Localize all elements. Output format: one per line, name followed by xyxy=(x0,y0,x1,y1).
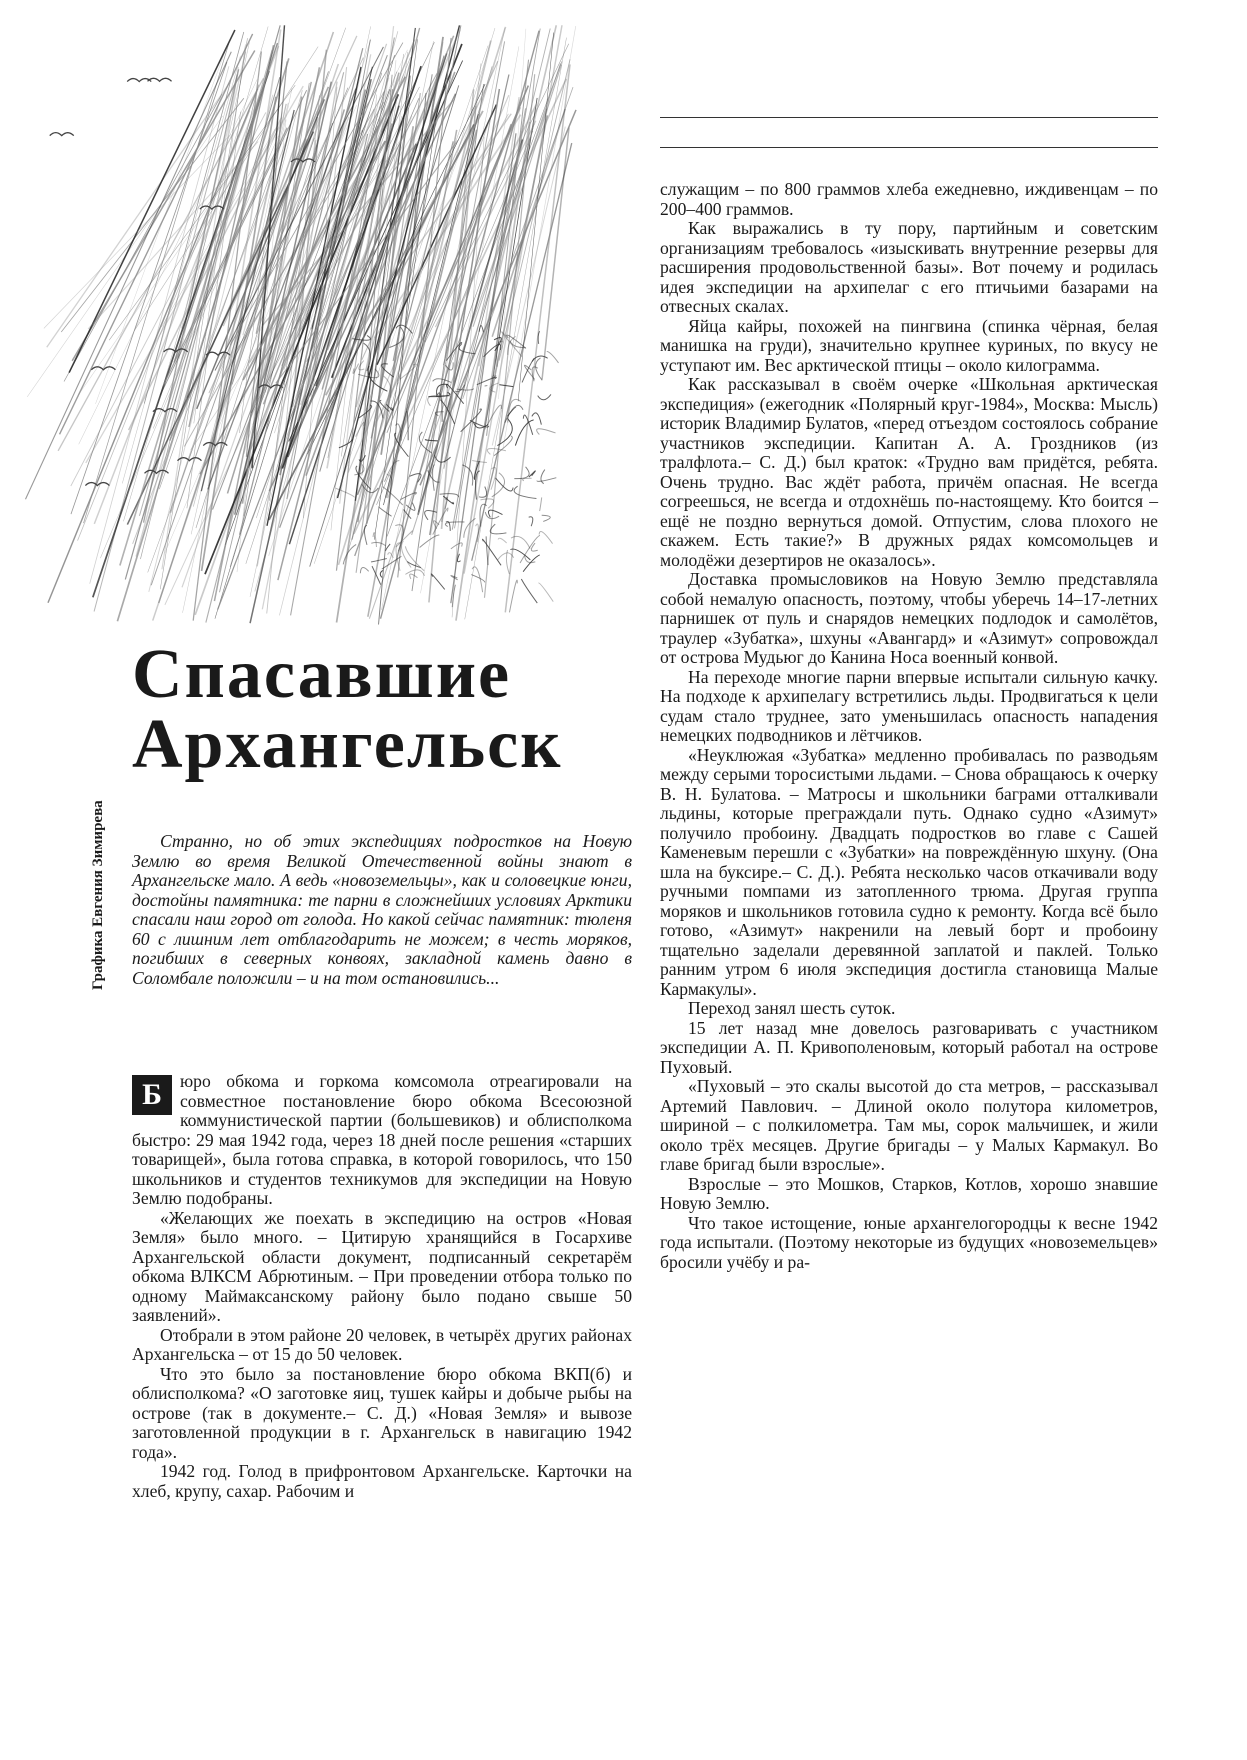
paragraph: служащим – по 800 граммов хлеба ежедневно, иждивенцам – по 200–400 граммов. xyxy=(660,179,1158,219)
sketch-stroke xyxy=(523,478,532,481)
sketch-stroke xyxy=(440,494,459,498)
divider-rule xyxy=(660,147,1158,148)
paragraph: Переход занял шесть суток. xyxy=(688,998,896,1018)
paragraph: Взрослые – это Мошков, Старков, Котлов, хорошо знавшие Новую Землю. xyxy=(660,1173,1158,1213)
sketch-stroke xyxy=(78,140,254,395)
sketch-stroke xyxy=(529,517,533,526)
sketch-stroke xyxy=(144,69,239,522)
title-line-1: Спасавшие xyxy=(132,636,512,713)
left-column xyxy=(132,1072,632,1501)
paragraph: «Желающих же поехать в экспедицию на остров «Новая Земля» было много. – Цитирую хранящийся в Госархиве Архангельской области документ, подписанный секретарём обкома ВЛКСМ Абрютиным. – При проведении отбора только по одному Маймаксанскому району было подано свыше 50 заявлений». xyxy=(132,1207,632,1325)
sketch-stroke xyxy=(542,128,569,380)
sketch-stroke xyxy=(364,525,367,544)
illustration-credit: Графика Евгения Зимирева xyxy=(90,800,106,990)
sketch-stroke xyxy=(514,486,536,498)
sketch-stroke xyxy=(529,471,535,477)
first-paragraph xyxy=(132,1072,632,1209)
sketch-illustration xyxy=(20,25,590,625)
sketch-stroke xyxy=(492,473,505,497)
divider-rule xyxy=(660,117,1158,118)
sketch-stroke xyxy=(547,352,559,363)
sketch-stroke xyxy=(405,546,424,570)
drop-cap: Б xyxy=(132,1075,172,1115)
paragraph: Как выражались в ту пору, партийным и советским организациям требовалось «изыскивать внутренние резервы для расширения продовольственной базы». Вот почему и родилась идея экспедиции на архипелаг с его птичьими базарами на отвесных скалах. xyxy=(660,218,1158,316)
paragraph: На переходе многие парни впервые испытали сильную качку. На подходе к архипелагу встретились льды. Продвигаться к цели судам стало труднее, зато уменьшилась опасность нападения немецких подводников и лётчиков. xyxy=(660,666,1158,745)
sketch-stroke xyxy=(64,94,222,381)
sketch-stroke xyxy=(443,496,453,504)
sketch-stroke xyxy=(371,542,385,545)
sketch-stroke xyxy=(479,326,483,333)
paragraph: Что такое истощение, юные архангелогородцы к весне 1942 года испытали. (Поэтому некоторые из будущих «новоземельцев» бросили учёбу и ра- xyxy=(660,1212,1158,1272)
sketch-stroke xyxy=(373,533,376,547)
paragraph: Доставка промысловиков на Новую Землю представляла собой немалую опасность, поэтому, чтобы уберечь 14–17-летних парнишек от пуль и снарядов немецких подлодок и самолётов, траулер «Зубатка», шхуны «Авангард» и «Азимут» сопровождал от острова Мудьюг до Канина Носа военный конвой. xyxy=(660,569,1158,667)
sketch-stroke xyxy=(537,429,556,435)
sketch-stroke xyxy=(433,464,435,490)
sketch-stroke xyxy=(486,536,488,565)
sketch-stroke xyxy=(542,515,551,521)
paragraph: «Неуклюжая «Зубатка» медленно пробивалась по разводьям между серыми торосистыми льдами. – Снова обращаюсь к очерку В. Н. Булатова. – Матросы и школьники баграми отталкивали льдины, которые преграждали путь. Однако судно «Азимут» получило пробоину. Двадцать подростков во главе с Сашей Каменевым перешли с «Зубатки» на повреждённую шхуну. (Она шла на буксире.– С. Д.). Ребята несколько часов откачивали воду ручными помпами из затопленного трюма. Другая группа моряков и школьников готовила судно к ремонту. Когда всё было готово, «Азимут» накренили на левый борт и пробоину тщательно заделали деревянной заплатой и паклей. Только ранним утром 6 июля экспедиция достигла становища Малые Кармакулы». xyxy=(660,744,1158,999)
sketch-stroke xyxy=(379,507,392,516)
sketch-stroke xyxy=(521,579,537,603)
sketch-stroke xyxy=(490,524,506,534)
sketch-stroke xyxy=(532,413,542,425)
sketch-stroke xyxy=(420,535,440,547)
sketch-stroke xyxy=(100,136,278,558)
right-column xyxy=(660,180,1158,1272)
paragraph: Отобрали в этом районе 20 человек, в четырёх других районах Архангельска – от 15 до 50 человек. xyxy=(132,1324,632,1364)
title-line-2: Архангельск xyxy=(132,706,563,783)
paragraph: Что это было за постановление бюро обкома ВКП(б) и облисполкома? «О заготовке яиц, тушек кайры и добыче рыбы на острове (так в документе.– С. Д.) «Новая Земля» и вывозе заготовленной продукции в г. Архангельск в навигацию 1942 года». xyxy=(132,1363,632,1462)
sketch-stroke xyxy=(515,420,533,446)
sketch-stroke xyxy=(509,580,517,612)
sketch-stroke xyxy=(479,487,487,498)
bird-sketch xyxy=(153,409,177,412)
paragraph: «Пуховый – это скалы высотой до ста метров, – рассказывал Артемий Павлович. – Длиной около полутора километров, шириной – с полкилометра. Там мы, сорок мальчишек, и жили около трёх месяцев. Другие бригады – у Малых Кармакул. Во главе бригад были взрослые». xyxy=(660,1076,1158,1174)
sketch-stroke xyxy=(541,470,545,484)
paragraph: 15 лет назад мне довелось разговаривать с участником экспедиции А. П. Кривополеновым, который работал на острове Пуховый. xyxy=(660,1017,1158,1077)
sketch-stroke xyxy=(360,567,368,573)
sketch-stroke xyxy=(498,538,507,543)
sketch-stroke xyxy=(425,511,437,520)
sketch-stroke xyxy=(503,26,576,448)
sketch-stroke xyxy=(165,105,357,553)
sketch-stroke xyxy=(472,567,483,592)
sketch-stroke xyxy=(457,389,474,390)
sketch-stroke xyxy=(523,555,540,572)
sketch-stroke xyxy=(69,30,235,373)
sketch-stroke xyxy=(429,89,474,602)
sketch-stroke xyxy=(538,331,539,344)
sketch-stroke xyxy=(538,583,553,602)
first-paragraph-text: юро обкома и горкома комсомола отреагировали на совместное постановление бюро обкома Всесоюзной коммунистической партии (большевиков) и облисполкома быстро: 29 мая 1942 года, через 18 дней после решения «старших товарищей», была готова справка, в которой говорилось, что 150 школьников и студентов техникумов для экспедиции на Новую Землю подобраны. xyxy=(132,1071,632,1208)
sketch-stroke xyxy=(536,358,543,380)
sketch-stroke xyxy=(144,32,243,403)
article-lead xyxy=(132,832,632,988)
sketch-stroke xyxy=(540,497,542,511)
sketch-stroke xyxy=(482,539,501,565)
sketch-stroke xyxy=(431,574,444,589)
paragraph: Яйца кайры, похожей на пингвина (спинка чёрная, белая манишка на груди), значительно крупнее куриных, по вкусу не уступают им. Вес арктической птицы – около килограмма. xyxy=(660,315,1158,375)
paragraph: 1942 год. Голод в прифронтовом Архангельске. Карточки на хлеб, крупу, сахар. Рабочим и xyxy=(132,1461,632,1501)
paragraph: Как рассказывал в своём очерке «Школьная арктическая экспедиция» (ежегодник «Полярный круг-1984», Москва: Мысль) историк Владимир Булатов, «перед отъездом состоялось собрание участников экспедиции. Капитан А. А. Гроздников (из тралфлота.– С. Д.) был краток: «Трудно вам придётся, ребята. Очень трудно. Вас ждёт работа, причём опасная. Не всегда согреешься, не всегда и отдохнёшь по-настоящему. Кто боится – ещё не поздно вернуться домой. Отпустим, слова плохого не скажем. Есть такие?» В дружных рядах комсомольцев и молодёжи дезертиров не оказалось». xyxy=(660,374,1158,570)
bird-sketch xyxy=(50,133,74,136)
article-title xyxy=(132,636,563,783)
sketch-stroke xyxy=(538,394,551,399)
sketch-stroke xyxy=(471,575,484,583)
sketch-stroke xyxy=(480,499,493,508)
sketch-stroke xyxy=(537,478,556,482)
sketch-stroke xyxy=(386,544,391,551)
sketch-stroke xyxy=(539,532,552,544)
sketch-stroke xyxy=(520,535,540,563)
lead-paragraph: Странно, но об этих экспедициях подростков на Новую Землю во время Великой Отечественной войны знают в Архангельске мало. А ведь «новоземельцы», как и соловецкие юнги, достойны памятника: те парни в сложнейших условиях Арктики спасали наш город от голода. Но какой сейчас памятник: тюленя 60 с лишним лет отблагодарить не можем; в честь моряков, погибших в северных конвоях, закладной камень давно в Соломбале положили – и на том остановились... xyxy=(132,831,632,988)
sketch-stroke xyxy=(488,510,502,517)
